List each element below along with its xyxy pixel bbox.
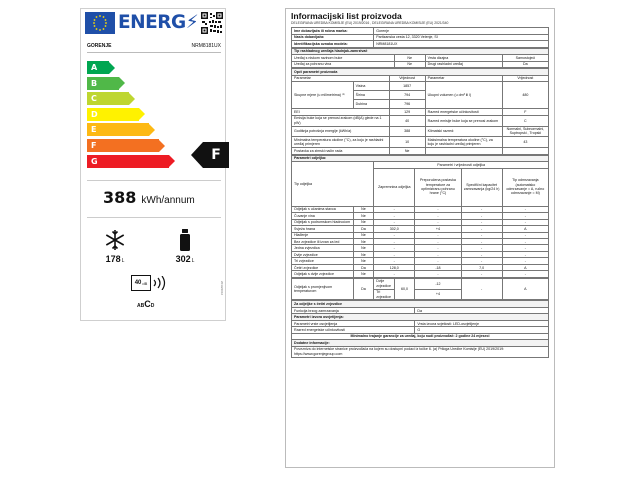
compartment-cell: - [461, 219, 502, 225]
compartment-cell: Ne [353, 271, 374, 277]
compartment-cell: Da [353, 226, 374, 232]
dim-value: 794 [389, 91, 425, 100]
compartment-cell: - [461, 258, 502, 264]
appliance-type-table [291, 48, 549, 68]
compartment-cell: +4 [415, 226, 461, 232]
general-value: F [502, 109, 548, 115]
four-star-table [291, 300, 549, 357]
compartment-cell: Da [353, 264, 374, 270]
energy-class-letter: D [87, 108, 139, 121]
compartment-cell: - [502, 232, 548, 238]
compartment-cell: - [374, 251, 415, 257]
compartment-cell: Ne [353, 258, 374, 264]
comp-col-freezing: Specifični kapacitet zamrzavanja (kg/24 h) [461, 168, 502, 206]
dim-name: Širina [353, 91, 389, 100]
variable-freezing: - [461, 278, 502, 300]
supplier-field-label: Identifikacijska oznaka modela: [292, 41, 374, 47]
general-param: EEI [292, 109, 390, 115]
total-volume: 480 [502, 82, 548, 109]
compartment-cell: - [374, 238, 415, 244]
four-star-header: Za odjeljke s četiri zvjezdice [292, 301, 549, 307]
gen-col-value2: Vrijednost [502, 75, 548, 81]
energy-class-bar-b [87, 77, 125, 90]
general-value: Ne [389, 148, 425, 154]
type-param: Uređaj za pohranu vina [292, 61, 395, 67]
general-value [502, 148, 548, 154]
compartment-row [292, 271, 549, 277]
comp-group-header: Parametri i vrijednosti odjeljka [374, 162, 549, 168]
bottle-icon [165, 228, 205, 252]
variable-sub-temp: +4 [415, 289, 461, 300]
compartment-type: Četiri zvjezdice [292, 264, 354, 270]
sound-waves-icon [152, 276, 168, 290]
compartment-cell: - [461, 271, 502, 277]
energy-class-bar-c [87, 92, 135, 105]
energy-rating-arrow [191, 142, 229, 168]
energy-class-letter: E [87, 123, 149, 136]
compartment-cell: Ne [353, 251, 374, 257]
freezer-volume: 302L [175, 254, 195, 264]
compartment-cell: - [415, 258, 461, 264]
supplier-row [292, 41, 549, 47]
compartment-cell: - [461, 251, 502, 257]
warranty-note: Minimalno trajanje garancije za uređaj, koju nudi proizvođač: 2 godine 24 mjeseci [292, 333, 549, 339]
energy-class-bar-f [87, 139, 165, 152]
general-value: Normalni, Subnormalni, Suptropski , Tropski [502, 126, 548, 137]
type-value: Ne [394, 55, 425, 61]
compartment-cell: - [502, 213, 548, 219]
general-param: Emisija buke koja se prenosi zrakom (dB(A) glede na 1 pW) [292, 115, 390, 126]
compartment-cell: - [374, 245, 415, 251]
compartment-cell: - [461, 232, 502, 238]
annual-consumption-unit: kWh/annum [141, 195, 195, 206]
general-value: 129 [389, 109, 425, 115]
compartment-cell: - [502, 251, 548, 257]
total-volume-label: Ukupni volumen (u dm³ ili l) [425, 82, 502, 109]
energy-class-letter: C [87, 92, 129, 105]
supplier-field-value: Gorenje [374, 28, 549, 34]
dim-value: 1857 [389, 82, 425, 91]
compartment-cell: - [415, 213, 461, 219]
compartment-cell: - [461, 245, 502, 251]
product-information-sheet [285, 8, 555, 468]
compartment-cell: - [502, 271, 548, 277]
compartment-cell: - [374, 271, 415, 277]
compartment-cell: - [415, 238, 461, 244]
supplier-field-value: Partizanska cesta 12, 3320 Velenje, SI [374, 34, 549, 40]
compartment-cell: Ne [353, 213, 374, 219]
compartment-type: Bez zvjezdice ili izvan za led [292, 238, 354, 244]
energy-class-letter: F [87, 139, 159, 152]
compartment-type: Odjeljak s učanima stavca [292, 206, 354, 212]
fridge-volume: 178L [105, 254, 125, 264]
compartment-header: Parametri odjeljka: [292, 155, 549, 161]
general-value: 40 [389, 115, 425, 126]
energy-class-letter: G [87, 155, 169, 168]
general-param: Klimatski razred: [425, 126, 502, 137]
general-value: 10 [389, 137, 425, 148]
general-param: Postavka za zimski način rada [292, 148, 390, 154]
compartment-type: Odjeljak s dvije zvjezdice [292, 271, 354, 277]
compartment-type: Hlađenje [292, 232, 354, 238]
energy-rating: F [203, 142, 229, 168]
compartment-cell: - [502, 219, 548, 225]
compartment-cell: - [461, 206, 502, 212]
type-header: Tip rashladnog uređaja hladnjak-zamrzivač [292, 48, 549, 54]
general-param: Razred emisije buke koja se prenosi zrakom [425, 115, 502, 126]
compartment-cell: - [415, 232, 461, 238]
compartment-cell: - [374, 206, 415, 212]
gen-col-param2: Parametar [425, 75, 502, 81]
energy-label [80, 8, 226, 321]
compartment-type: Jedna zvjezdica [292, 245, 354, 251]
compartment-cell: 302,0 [374, 226, 415, 232]
compartment-cell: - [461, 213, 502, 219]
light-value: Vrsta izvora svjetlosti: LED-osvjetljenje [415, 320, 549, 326]
comp-col-defrost: Tip odmrzavanja (automatsko odmrzavanje = A, ručno odmrzavanje = M) [502, 168, 548, 206]
extra-info-text: Povezniva do internetske stranice proizvođača na kojem su dostupni podaci iz točke 6. (a) Priloga Uredbe Komisije (EU) 2019/2019: https://www.gorenjegroup.com [292, 346, 549, 357]
compartment-cell: Ne [353, 245, 374, 251]
general-param: Minimalna temperatura okoline (°C), za koju je rashladni uređaj primjeren [292, 137, 390, 148]
snowflake-icon [95, 228, 135, 252]
compartment-cell: - [502, 245, 548, 251]
compartment-type: Čuvanje vina [292, 213, 354, 219]
sheet-title: Informacijski list proizvoda [291, 11, 402, 21]
compartment-cell: A [502, 264, 548, 270]
variable-sub-name: Tri zvjezdice [374, 289, 395, 300]
energy-class-bar-e [87, 123, 155, 136]
gen-col-param: Parametar [292, 75, 390, 81]
general-row [292, 137, 549, 148]
general-value: 43 [502, 137, 548, 148]
compartment-cell: 128,0 [374, 264, 415, 270]
energy-class-bar-d [87, 108, 145, 121]
light-value: G [415, 327, 549, 333]
light-param: Razred energetske učinkovitosti [292, 327, 415, 333]
variable-sub-temp: -12 [415, 278, 461, 289]
compartment-cell: - [502, 258, 548, 264]
dims-label: Skupne mjere (u milimetrima) ⁽¹⁾ [292, 82, 354, 109]
compartment-cell: - [374, 213, 415, 219]
qr-code-icon [201, 12, 223, 34]
model-id: NRM8181UX [191, 43, 221, 49]
type-row [292, 61, 549, 67]
regulation-code: 2019/2016 [220, 281, 224, 296]
eu-flag-icon [85, 12, 115, 34]
compartment-cell: - [502, 206, 548, 212]
comp-col-volume: Zapremnina odjeljka [374, 168, 415, 206]
general-value: C [502, 115, 548, 126]
variable-defrost: A [502, 278, 548, 300]
fridge-volume-block [165, 228, 205, 264]
supplier-field-value: NRM8181UX [374, 41, 549, 47]
energy-class-bar-a [87, 61, 115, 74]
general-row [292, 115, 549, 126]
variable-compartment-table [291, 278, 549, 301]
light-param: Parametri vrste osvjetljenja [292, 320, 415, 326]
general-parameters-table [291, 68, 549, 154]
general-param: Razred energetske učinkovitosti [425, 109, 502, 115]
general-header: Opći parametri proizvoda [292, 69, 549, 75]
energy-label-header [85, 12, 223, 36]
energy-heading: ENERG⚡ [118, 12, 199, 33]
energy-class-letter: B [87, 77, 119, 90]
supplier-field-label: Ime dobavljača ili robna marka: [292, 28, 374, 34]
energy-class-bar-g [87, 155, 175, 168]
compartment-cell: -18 [415, 264, 461, 270]
sheet-subtitle: DELEGIRANA UREDBA KOMISIJE (EU) 2019/2016 , DELEGIRANA UREDBA KOMISIJE (EU) 2021/340 [291, 21, 449, 25]
extra-info-header: Dodatne informacije: [292, 340, 549, 346]
annual-consumption [103, 188, 195, 207]
type-value: Da [502, 61, 548, 67]
variable-label: Odjeljak s promjenjivom temperaturom [292, 278, 354, 300]
annual-consumption-value: 388 [103, 188, 137, 207]
compartment-cell: A [502, 226, 548, 232]
type-param: Drugi rashladni uređaj [425, 61, 502, 67]
divider [87, 217, 221, 218]
four-star-param: Funkcija brzog zamrzavanja [292, 307, 415, 313]
compartment-cell: Ne [353, 232, 374, 238]
compartment-cell: Ne [353, 219, 374, 225]
dim-value: 796 [389, 100, 425, 109]
brand-model-row [87, 43, 221, 53]
freezer-volume-block [95, 228, 135, 264]
compartment-cell: - [415, 271, 461, 277]
noise-block [131, 275, 171, 315]
type-value: Ne [394, 61, 425, 67]
general-row [292, 126, 549, 137]
compartment-cell: - [415, 245, 461, 251]
compartment-table [291, 155, 549, 278]
compartment-type: Odjeljak s podrumskom hladnoćom [292, 219, 354, 225]
noise-class-scale: ABCD [137, 299, 155, 309]
compartment-cell: - [415, 219, 461, 225]
compartment-cell: - [461, 238, 502, 244]
light-header: Parametri izvora osvjetljenja: [292, 314, 549, 320]
variable-sub-name: Dvije zvjezdice [374, 278, 395, 289]
variable-volume: 60,0 [394, 278, 415, 300]
type-value: Samostojeći [502, 55, 548, 61]
compartment-cell: - [374, 219, 415, 225]
energy-class-letter: A [87, 61, 109, 74]
comp-col-temp: Preporučena postavka temperature za optimiziranu pohranu hrane (°C) [415, 168, 461, 206]
compartment-cell: - [502, 238, 548, 244]
compartment-type: Svježa hrana [292, 226, 354, 232]
brand-name: GORENJE [87, 43, 112, 49]
compartment-cell: - [415, 251, 461, 257]
four-star-value: Da [415, 307, 549, 313]
compartment-cell: Ne [353, 206, 374, 212]
compartment-cell: - [374, 258, 415, 264]
dim-name: Dubina [353, 100, 389, 109]
compartment-cell: - [374, 232, 415, 238]
comp-col-type: Tip odjeljka [292, 162, 374, 206]
divider [87, 180, 221, 181]
supplier-table [291, 27, 549, 47]
general-value: 388 [389, 126, 425, 137]
compartment-type: Tri zvjezdice [292, 258, 354, 264]
general-param: Godišnja potrošnja energije (kWh/a) [292, 126, 390, 137]
compartment-cell: - [461, 226, 502, 232]
compartment-cell: Ne [353, 238, 374, 244]
general-param [425, 148, 502, 154]
general-param: Maksimalna temperatura okoline (°C), za koju je rashladni uređaj primjeren [425, 137, 502, 148]
compartment-cell: - [415, 206, 461, 212]
gen-col-value: Vrijednost [389, 75, 425, 81]
general-row [292, 148, 549, 154]
supplier-field-label: Nasis dobavljača: [292, 34, 374, 40]
type-param: Uređaj s niskom razinom buke [292, 55, 395, 61]
dim-name: Visina [353, 82, 389, 91]
noise-value-box: 40 dB [131, 275, 151, 291]
type-param: Vrsta dizajna [425, 55, 502, 61]
compartment-type: Dvije zvjezdice [292, 251, 354, 257]
compartment-cell: 7,0 [461, 264, 502, 270]
variable-flag: Da [353, 278, 374, 300]
